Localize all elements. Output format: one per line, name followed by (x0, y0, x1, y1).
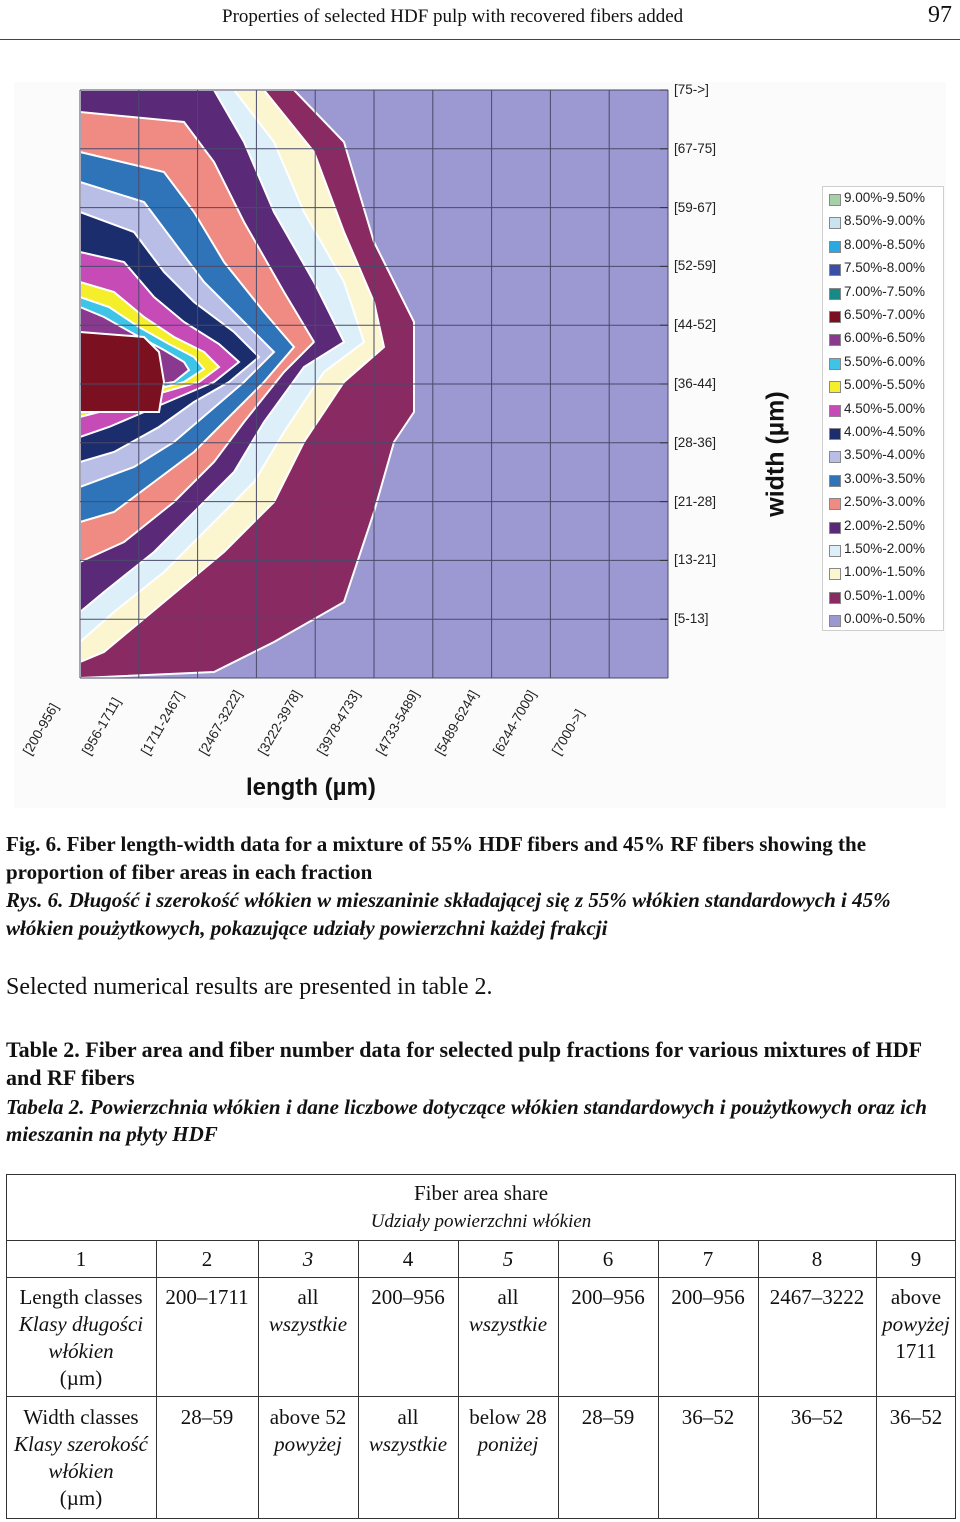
legend-swatch (829, 522, 841, 534)
width-cell: above 52 powyżej (269, 1405, 347, 1456)
length-cell: 200–956 (571, 1285, 645, 1309)
width-cell: 36–52 (681, 1405, 735, 1429)
width-cell: 28–59 (180, 1405, 234, 1429)
legend-entry (829, 563, 943, 585)
legend-swatch (829, 592, 841, 604)
page-number: 97 (928, 2, 952, 28)
x-axis-title: length (µm) (246, 774, 376, 801)
y-tick-label: [67-75] (674, 140, 717, 156)
x-tick-label: [1711-2467] (137, 688, 187, 758)
legend-label: 6.00%-6.50% (844, 330, 926, 346)
legend-entry (829, 353, 943, 375)
column-number: 5 (502, 1247, 514, 1271)
figure-caption-en: Fig. 6. Fiber length-width data for a mixture of 55% HDF fibers and 45% RF fibers showing the proportion of fiber areas in each fraction (6, 832, 867, 884)
length-cell: all wszystkie (268, 1285, 348, 1336)
legend-label: 7.50%-8.00% (844, 260, 926, 276)
legend-label: 5.50%-6.00% (844, 353, 926, 369)
legend-entry (829, 540, 943, 562)
x-tick-label: [200-956] (20, 700, 62, 758)
width-cell: 28–59 (581, 1405, 635, 1429)
y-axis-title: width (µm) (761, 391, 790, 517)
legend-entry (829, 587, 943, 609)
x-tick-label: [7000->] (549, 706, 588, 758)
legend-swatch (829, 405, 841, 417)
x-tick-label: [3222-3978] (255, 687, 305, 758)
legend-entry (829, 283, 943, 305)
y-tick-label: [5-13] (674, 611, 709, 627)
column-number: 7 (702, 1247, 714, 1271)
legend-swatch (829, 615, 841, 627)
legend-swatch (829, 311, 841, 323)
legend-label: 8.50%-9.00% (844, 213, 926, 229)
body-paragraph: Selected numerical results are presented in table 2. (6, 974, 493, 1000)
x-tick-label: [5489-6244] (431, 687, 481, 758)
column-number: 9 (910, 1247, 922, 1271)
legend-entry (829, 236, 943, 258)
column-number: 1 (75, 1247, 87, 1271)
legend-entry (829, 610, 943, 632)
table-2 (6, 1174, 956, 1520)
width-cell: 36–52 (889, 1405, 943, 1429)
legend-label: 2.00%-2.50% (844, 517, 926, 533)
length-cell: 2467–3222 (769, 1285, 865, 1309)
legend-label: 9.00%-9.50% (844, 190, 926, 205)
column-number: 2 (201, 1247, 213, 1271)
width-cell: all wszystkie (368, 1405, 448, 1456)
legend-swatch (829, 241, 841, 253)
legend-label: 4.00%-4.50% (844, 424, 926, 439)
legend-label: 0.50%-1.00% (844, 587, 926, 603)
legend-swatch (829, 451, 841, 463)
legend-entry (829, 212, 943, 234)
column-number: 8 (811, 1247, 823, 1271)
width-cell: 36–52 (790, 1405, 844, 1429)
legend (822, 186, 944, 631)
row-label-width: Width classes Klasy szerokość włókien (µm) (14, 1405, 148, 1510)
column-number: 4 (402, 1247, 414, 1271)
legend-label: 0.00%-0.50% (844, 611, 926, 627)
length-cell: 200–956 (371, 1285, 445, 1309)
running-head (0, 0, 960, 40)
x-tick-label: [6244-7000] (490, 687, 540, 758)
x-tick-label: [3978-4733] (314, 687, 364, 758)
y-tick-label: [75->] (674, 82, 709, 97)
length-cell: above powyżej 1711 (882, 1285, 950, 1363)
length-cell: 200–956 (671, 1285, 745, 1309)
column-number: 6 (602, 1247, 614, 1271)
figure-6 (14, 82, 946, 808)
legend-swatch (829, 358, 841, 370)
table-header-en: Fiber area share (413, 1181, 549, 1205)
legend-entry (829, 446, 943, 468)
y-tick-label: [28-36] (674, 434, 717, 450)
y-tick-label: [52-59] (674, 258, 717, 274)
legend-label: 1.00%-1.50% (844, 564, 926, 580)
y-tick-label: [36-44] (674, 376, 717, 391)
y-tick-label: [21-28] (674, 493, 717, 509)
length-cell: 200–1711 (165, 1285, 249, 1309)
legend-swatch (829, 475, 841, 487)
column-number: 3 (302, 1247, 314, 1271)
legend-entry (829, 470, 943, 492)
legend-entry (829, 517, 943, 539)
contour-band-6.5-7.0 (80, 332, 164, 412)
legend-swatch (829, 428, 841, 440)
width-cell: below 28 poniżej (469, 1405, 547, 1456)
legend-entry (829, 259, 943, 281)
legend-label: 7.00%-7.50% (844, 283, 926, 299)
legend-swatch (829, 498, 841, 510)
y-tick-label: [59-67] (674, 199, 717, 215)
legend-entry (829, 400, 943, 422)
x-tick-label: [956-1711] (78, 694, 124, 758)
legend-swatch (829, 568, 841, 580)
x-tick-label: [4733-5489] (372, 687, 422, 758)
legend-entry (829, 423, 943, 445)
legend-swatch (829, 288, 841, 300)
legend-entry (829, 493, 943, 515)
legend-label: 6.50%-7.00% (844, 307, 926, 322)
legend-label: 1.50%-2.00% (844, 541, 926, 556)
legend-label: 4.50%-5.00% (844, 400, 926, 416)
table-caption-en: Table 2. Fiber area and fiber number data for selected pulp fractions for various mixtures of HDF and RF fibers (6, 1037, 922, 1090)
legend-entry (829, 189, 943, 211)
length-cell: all wszystkie (468, 1285, 548, 1336)
legend-entry (829, 329, 943, 351)
legend-swatch (829, 334, 841, 346)
contour-plot (14, 82, 946, 808)
table-caption-pl: Tabela 2. Powierzchnia włókien i dane liczbowe dotyczące włókien standardowych i poużytkowych oraz ich mieszanin na płyty HDF (6, 1095, 927, 1146)
x-tick-label: [2467-3222] (196, 687, 246, 758)
legend-swatch (829, 217, 841, 229)
legend-swatch (829, 194, 841, 206)
legend-label: 3.00%-3.50% (844, 470, 926, 486)
legend-label: 2.50%-3.00% (844, 494, 926, 510)
table-header-pl: Udziały powierzchni włókien (370, 1211, 592, 1232)
y-tick-label: [44-52] (674, 317, 717, 333)
legend-swatch (829, 264, 841, 276)
legend-label: 3.50%-4.00% (844, 447, 926, 463)
legend-label: 5.00%-5.50% (844, 377, 926, 393)
row-label-length: Length classes Klasy długości włókien (µm) (18, 1285, 144, 1390)
legend-entry (829, 376, 943, 398)
legend-swatch (829, 381, 841, 393)
figure-caption-pl: Rys. 6. Długość i szerokość włókien w mieszaninie składającej się z 55% włókien standardowych i 45% włókien poużytkowych, pokazujące udziały powierzchni każdej frakcji (6, 888, 891, 940)
legend-swatch (829, 545, 841, 557)
legend-label: 8.00%-8.50% (844, 236, 926, 252)
legend-entry (829, 306, 943, 328)
y-tick-label: [13-21] (674, 552, 717, 568)
running-title: Properties of selected HDF pulp with recovered fibers added (222, 6, 684, 27)
